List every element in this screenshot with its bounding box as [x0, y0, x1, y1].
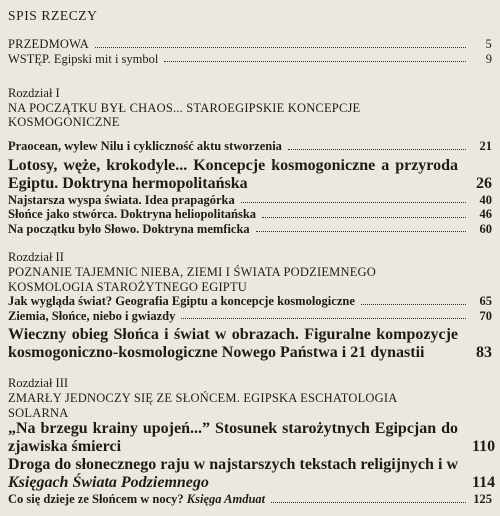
entry-text: WSTĘP. Egipski mit i symbol [8, 51, 159, 66]
chapter-title-line: ZMARŁY JEDNOCZY SIĘ ZE SŁOŃCEM. EGIPSKA ESCHATOLOGIA [8, 390, 398, 405]
toc-entry-preface[interactable] [8, 37, 492, 52]
toc-entry[interactable] [8, 294, 492, 309]
entry-text: Na początku było Słowo. Doktryna memficka [8, 221, 250, 236]
toc-entry[interactable] [8, 326, 492, 362]
toc-entry[interactable] [8, 157, 492, 193]
entry-text-italic: Księga Amduat [186, 492, 266, 507]
entry-page: 125 [473, 492, 492, 507]
leader-dots [262, 217, 466, 218]
entry-page: 26 [476, 174, 492, 192]
entry-page: 110 [472, 438, 496, 456]
entry-text: Droga do słonecznego raju w najstarszych tekstach religijnych i w [8, 456, 458, 474]
entry-text: Wieczny obieg Słońca i świat w obrazach. Figuralne kompozycje kosmogoniczno-kosmologiczne Nowego Państwa i 21 dynastii [8, 326, 458, 362]
entry-page: 5 [485, 37, 492, 51]
toc-entry[interactable] [8, 456, 496, 492]
chapter-title-line: POZNANIE TAJEMNIC NIEBA, ZIEMI I ŚWIATA PODZIEMNEGO [8, 264, 377, 279]
entry-text: „Na brzegu krainy upojeń...” Stosunek starożytnych Egipcjan do zjawiska śmierci [8, 420, 458, 456]
leader-dots [256, 231, 466, 232]
chapter-title-line: SOLARNA [8, 405, 69, 420]
leader-dots [181, 318, 466, 319]
entry-text: Słońce jako stwórca. Doktryna heliopolitańska [8, 207, 257, 222]
entry-page: 114 [472, 474, 496, 492]
entry-page: 60 [479, 221, 492, 236]
chapter-label: Rozdział I [8, 86, 60, 101]
entry-text: Jak wygląda świat? Geografia Egiptu a koncepcje kosmologiczne [8, 294, 355, 309]
chapter-title-line: NA POCZĄTKU BYŁ CHAOS... STAROEGIPSKIE KONCEPCJE [8, 100, 361, 115]
chapter-label: Rozdział II [8, 250, 64, 265]
entry-page: 46 [479, 207, 492, 222]
entry-text: Lotosy, węże, krokodyle... Koncepcje kosmogoniczne a przyroda Egiptu. Doktryna hermopolitańska [8, 156, 458, 192]
toc-entry[interactable] [8, 207, 492, 222]
toc-title: SPIS RZECZY [8, 8, 98, 23]
leader-dots [361, 304, 466, 305]
chapter-label: Rozdział III [8, 376, 69, 391]
toc-entry[interactable] [8, 193, 492, 208]
leader-dots [241, 202, 466, 203]
leader-dots [271, 502, 466, 503]
toc-entry-introduction[interactable] [8, 52, 492, 67]
entry-page: 70 [479, 308, 492, 323]
entry-text-italic: Księgach Świata Podziemnego [8, 474, 209, 492]
entry-text: PRZEDMOWA [8, 37, 89, 51]
toc-entry[interactable] [8, 222, 492, 237]
leader-dots [164, 61, 466, 62]
toc-entry[interactable] [8, 492, 492, 507]
entry-page: 40 [479, 192, 492, 207]
entry-text: Ziemia, Słońce, niebo i gwiazdy [8, 308, 176, 323]
entry-page: 21 [479, 138, 492, 153]
leader-dots [288, 149, 466, 150]
entry-page: 83 [476, 344, 492, 362]
toc-entry[interactable] [8, 309, 492, 324]
entry-text: Najstarsza wyspa świata. Idea prapagórka [8, 192, 235, 207]
chapter-title-line: KOSMOGONICZNE [8, 115, 120, 130]
leader-dots [95, 47, 466, 48]
chapter-title-line: KOSMOLOGIA STAROŻYTNEGO EGIPTU [8, 279, 248, 294]
entry-text: Praocean, wylew Nilu i cykliczność aktu stworzenia [8, 138, 282, 153]
entry-page: 9 [485, 51, 492, 66]
toc-entry[interactable] [8, 420, 496, 456]
entry-page: 65 [479, 294, 492, 309]
entry-text: Co się dzieje ze Słońcem w nocy? [8, 492, 187, 507]
toc-entry[interactable] [8, 139, 492, 154]
